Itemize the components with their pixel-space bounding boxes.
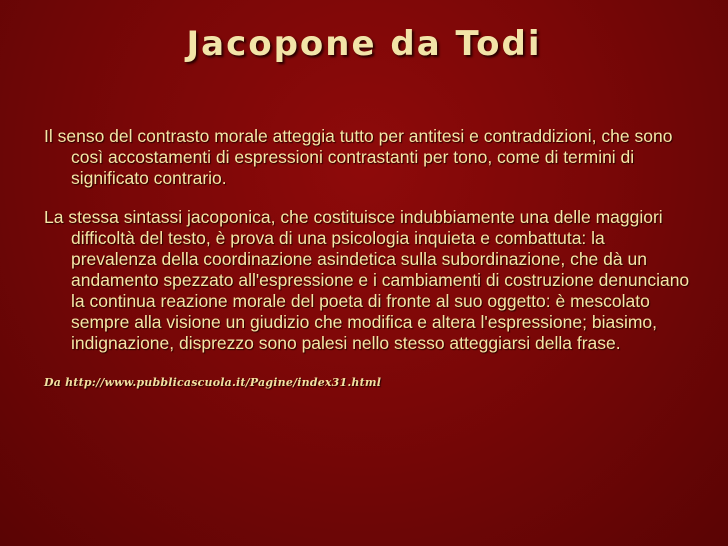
paragraph-contrasto: Il senso del contrasto morale atteggia tutto per antitesi e contraddizioni, che sono così accostamenti di espressioni contrastanti per tono, come di termini di significato contrario. [44, 126, 673, 188]
source-citation: Da http://www.pubblicascuola.it/Pagine/index31.html [44, 376, 382, 389]
paragraph-sintassi: La stessa sintassi jacoponica, che costituisce indubbiamente una delle maggiori difficoltà del testo, è prova di una psicologia inquieta e combattuta: la prevalenza della coordinazione asindetica sulla subordinazione, che dà un andamento spezzato all'espressione e i cambiamenti di costruzione denunciano la continua reazione morale del poeta di fronte al suo oggetto: è mescolato sempre alla visione un giudizio che modifica e altera l'espressione; biasimo, indignazione, disprezzo sono palesi nello stesso atteggiarsi della frase. [44, 207, 690, 353]
slide-title: Jacopone da Todi [186, 24, 542, 64]
slide-body [44, 126, 694, 393]
